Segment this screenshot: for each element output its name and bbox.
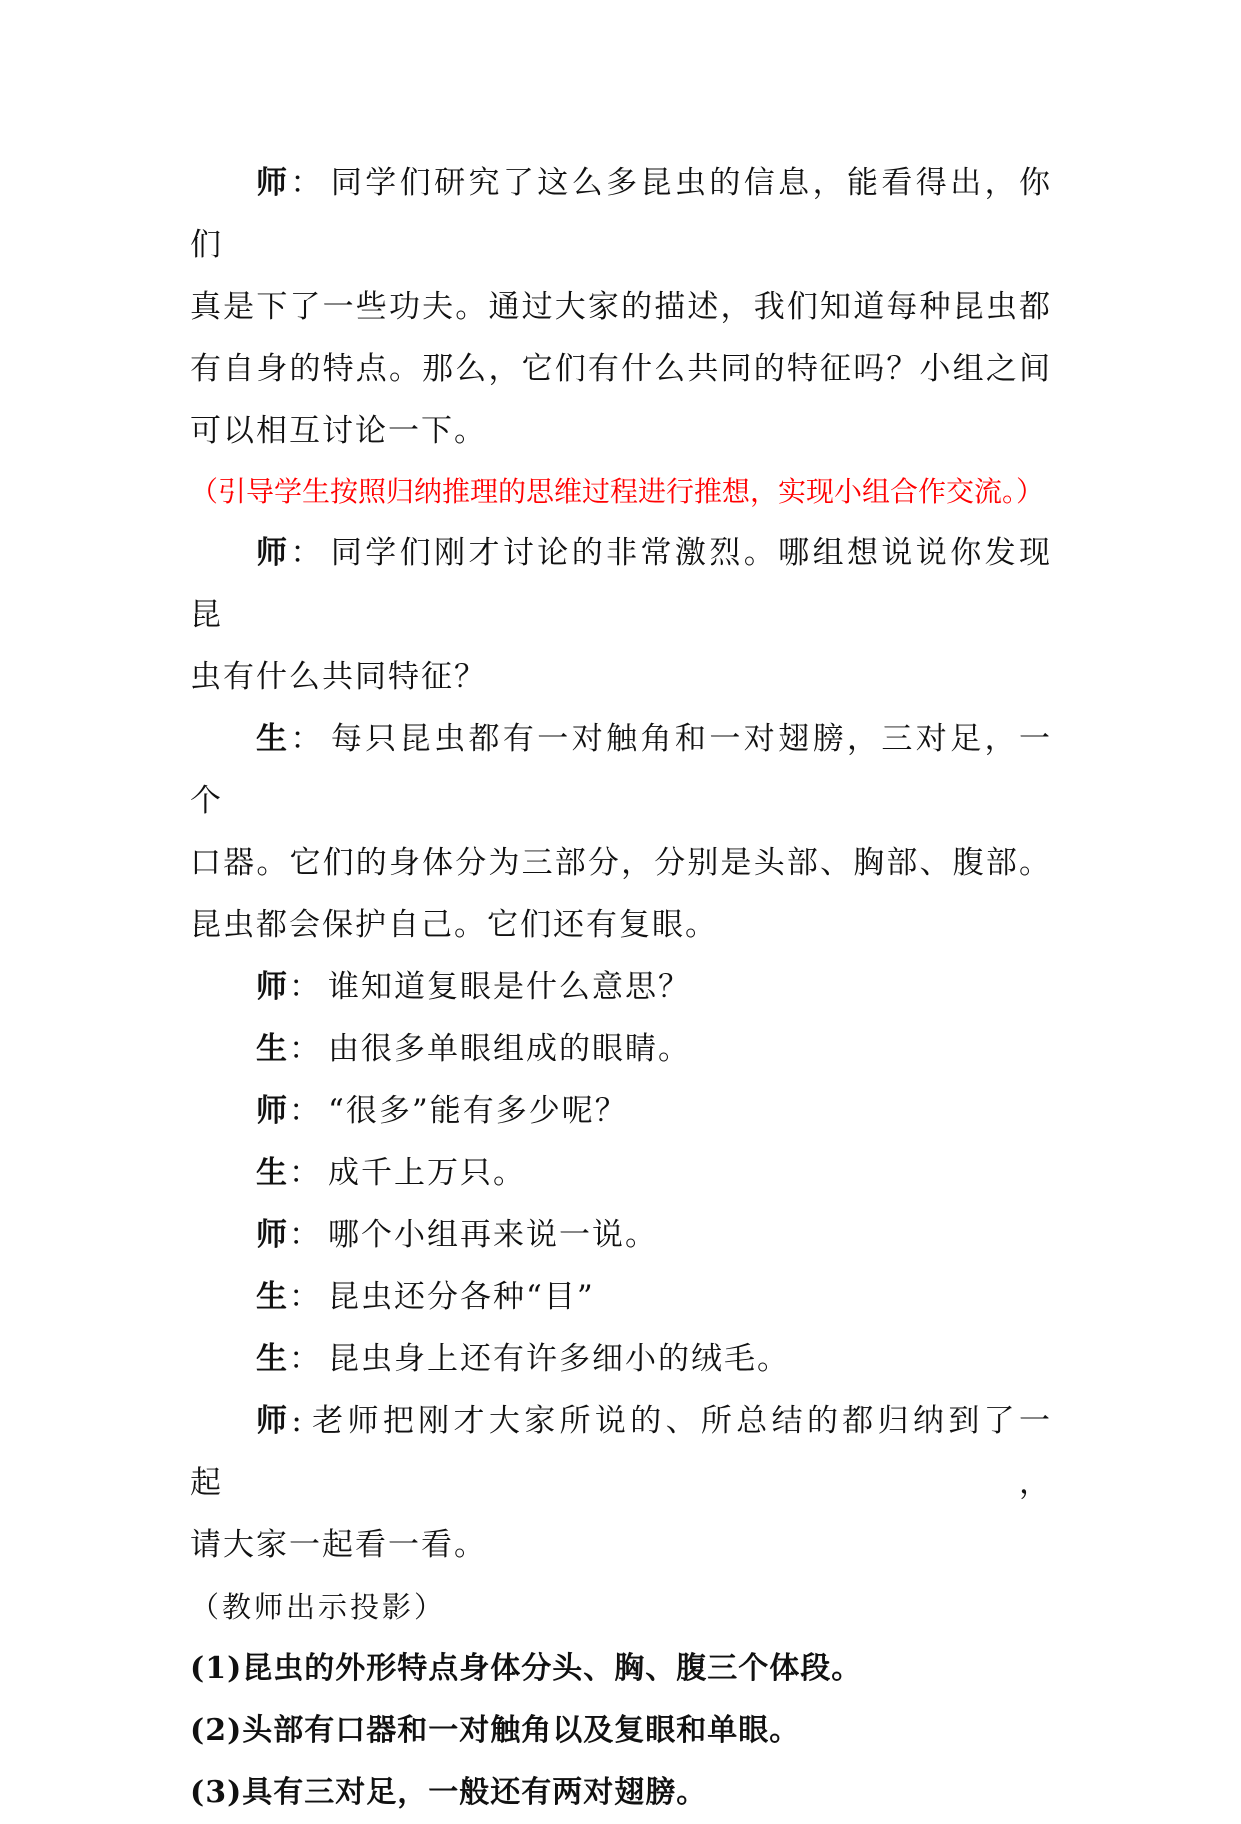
dialogue-student-2 <box>190 1018 1052 1080</box>
dialogue-teacher-2-line-1 <box>190 522 1052 646</box>
speaker-colon: ： <box>289 969 322 1005</box>
speaker-colon: ： <box>290 165 325 201</box>
dialogue-text: 哪个小组再来说一说。 <box>328 1217 658 1253</box>
speaker-label: 师 <box>256 165 291 201</box>
dialogue-text: 由很多单眼组成的眼睛。 <box>328 1031 691 1067</box>
dialogue-student-1-line-1 <box>190 708 1052 832</box>
dialogue-student-3 <box>190 1142 1052 1204</box>
speaker-colon: ： <box>289 1341 322 1377</box>
dialogue-text: 成千上万只。 <box>328 1155 526 1191</box>
speaker-label: 生 <box>256 1341 289 1377</box>
speaker-colon: ： <box>289 1155 322 1191</box>
dialogue-teacher-6-line-1 <box>190 1390 1052 1514</box>
dialogue-text: 同学们刚才讨论的非常激烈。哪组想说说你发现昆 <box>190 535 1053 633</box>
dialogue-student-5 <box>190 1328 1052 1390</box>
speaker-colon: ： <box>289 1279 322 1315</box>
speaker-label: 生 <box>256 1279 289 1315</box>
dialogue-student-1-line-2: 口器。它们的身体分为三部分，分别是头部、胸部、腹部。 <box>190 845 1052 881</box>
speaker-label: 师 <box>256 1093 289 1129</box>
speaker-colon: ： <box>289 1217 322 1253</box>
dialogue-teacher-3 <box>190 956 1052 1018</box>
speaker-label: 师 <box>256 535 291 571</box>
speaker-colon: : <box>291 1403 304 1439</box>
dialogue-text: 昆虫身上还有许多细小的绒毛。 <box>328 1341 790 1377</box>
dialogue-teacher-1-line-3: 有自身的特点。那么，它们有什么共同的特征吗？小组之间 <box>190 351 1052 387</box>
summary-point-3: (3)具有三对足，一般还有两对翅膀。 <box>190 1775 708 1810</box>
summary-point-2: (2)头部有口器和一对触角以及复眼和单眼。 <box>190 1713 801 1748</box>
dialogue-text: 同学们研究了这么多昆虫的信息，能看得出，你们 <box>190 165 1053 263</box>
speaker-colon: ： <box>289 1093 322 1129</box>
dialogue-teacher-5 <box>190 1204 1052 1266</box>
dialogue-text: 昆虫还分各种“目” <box>328 1279 595 1315</box>
dialogue-teacher-1-line-1 <box>190 152 1052 276</box>
speaker-label: 师 <box>256 969 289 1005</box>
teaching-note: （引导学生按照归纳推理的思维过程进行推想，实现小组合作交流。） <box>190 475 1045 508</box>
dialogue-text: 老师把刚才大家所说的、所总结的都归纳到了一起， <box>190 1403 1052 1501</box>
dialogue-teacher-6-line-2: 请大家一起看一看。 <box>190 1527 487 1563</box>
speaker-label: 生 <box>256 1155 289 1191</box>
dialogue-teacher-1-line-4: 可以相互讨论一下。 <box>190 413 487 449</box>
summary-point-1: (1)昆虫的外形特点身体分头、胸、腹三个体段。 <box>190 1651 863 1686</box>
dialogue-student-4 <box>190 1266 1052 1328</box>
dialogue-text: 谁知道复眼是什么意思？ <box>328 969 691 1005</box>
dialogue-teacher-1-line-2: 真是下了一些功夫。通过大家的描述，我们知道每种昆虫都 <box>190 289 1052 325</box>
speaker-label: 师 <box>256 1217 289 1253</box>
dialogue-student-1-line-3: 昆虫都会保护自己。它们还有复眼。 <box>190 907 718 943</box>
lesson-transcript <box>190 152 1052 1824</box>
speaker-label: 生 <box>256 1031 289 1067</box>
dialogue-text: “很多”能有多少呢？ <box>328 1093 628 1129</box>
speaker-label: 生 <box>256 721 291 757</box>
dialogue-teacher-4 <box>190 1080 1052 1142</box>
dialogue-teacher-2-line-2: 虫有什么共同特征？ <box>190 659 487 695</box>
dialogue-text: 每只昆虫都有一对触角和一对翅膀，三对足，一个 <box>190 721 1053 819</box>
speaker-label: 师 <box>256 1403 292 1439</box>
speaker-colon: ： <box>290 535 325 571</box>
stage-direction: （教师出示投影） <box>190 1590 447 1624</box>
speaker-colon: ： <box>290 721 325 757</box>
speaker-colon: ： <box>289 1031 322 1067</box>
